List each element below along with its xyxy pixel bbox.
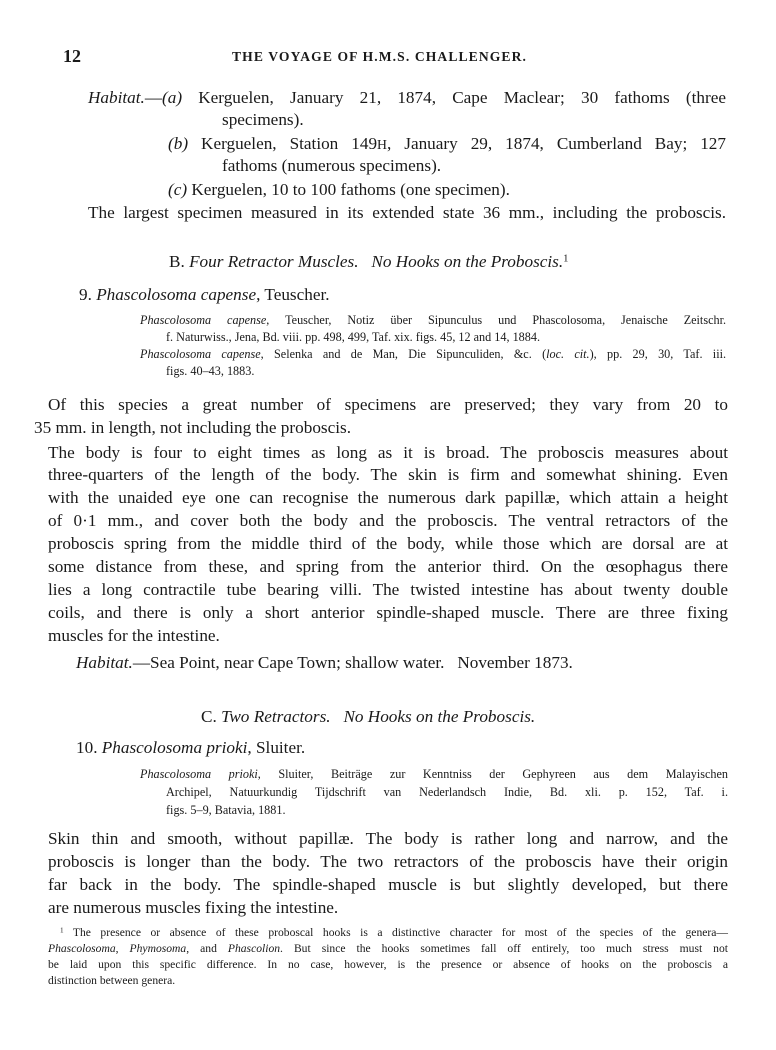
species-10-name: Phascolosoma prioki <box>101 738 248 757</box>
para-9-1-line: 35 mm. in length, not including the proboscis. <box>34 418 351 437</box>
ref-9-2-text-i: loc. cit. <box>546 347 590 361</box>
ref-9-2-line2: figs. 40–43, 1883. <box>166 364 255 378</box>
para-10-line: proboscis is longer than the body. The two retractors of the proboscis have their origin <box>48 852 728 871</box>
species-10-title <box>76 739 305 756</box>
para-9-2-line: of 0·1 mm., and cover both the body and the proboscis. The ventral retractors of the <box>48 511 728 530</box>
footnote-marker: 1 <box>60 926 64 935</box>
page-number: 12 <box>63 46 81 66</box>
footnote-text2: . But since the hooks sometimes fall off entirely, too much stress must not <box>280 942 728 955</box>
habitat-9-label: Habitat. <box>76 653 133 672</box>
species-9-title <box>79 286 330 303</box>
footnote-line3: be laid upon this specific difference. In no case, however, is the presence or absence of hooks on the proboscis a <box>48 958 728 971</box>
footnote-genus-2: Phymosoma <box>129 942 187 955</box>
ref-9-1-line1 <box>140 314 726 326</box>
para-10-line: far back in the body. The spindle-shaped muscle is but slightly developed, but there <box>48 875 728 894</box>
habitat-a-continuation: specimens). <box>222 110 304 129</box>
ref-10-name: Phascolosoma prioki <box>140 767 258 781</box>
footnote-sep-2: , and <box>186 942 228 955</box>
ref-9-2-text-b: ), pp. 29, 30, Taf. iii. <box>589 347 727 361</box>
species-9-name: Phascolosoma capense <box>96 285 257 304</box>
ref-9-1-text: , Teuscher, Notiz über Sipunculus und Phascolosoma, Jenaische Zeitschr. <box>266 313 726 327</box>
species-9-author: , Teuscher. <box>256 285 330 304</box>
running-title: THE VOYAGE OF H.M.S. CHALLENGER. <box>232 49 528 64</box>
para-9-2-line: some distance from these, and spring from the anterior third. On the œsophagus there <box>48 557 728 576</box>
habitat-b-line <box>168 135 726 152</box>
ref-9-1-line2: f. Naturwiss., Jena, Bd. viii. pp. 498, 499, Taf. xix. figs. 45, 12 and 14, 1884. <box>166 330 540 344</box>
habitat-b-text: Kerguelen, Station 149 <box>188 134 378 153</box>
footnote-sep-1: , <box>115 942 130 955</box>
item-mark-b: (b) <box>168 134 189 153</box>
section-b-letter: B. <box>169 252 185 271</box>
section-c-heading <box>201 708 535 725</box>
para-9-2-line: three-quarters of the length of the body. The skin is firm and somewhat shining. Even <box>48 465 728 484</box>
item-mark-c: (c) <box>168 180 188 199</box>
habitat-a-line: Habitat.—(a) Kerguelen, January 21, 1874, Cape Maclear; 30 fathoms (three <box>88 88 726 107</box>
footnote-genus-3: Phascolion <box>227 942 281 955</box>
footnote-text1: The presence or absence of these proboscal hooks is a distinctive character for most of the species of the genera— <box>63 926 728 939</box>
footnote-line4: distinction between genera. <box>48 974 176 987</box>
ref-9-2-text-a: , Selenka and de Man, Die Sipunculiden, &c. ( <box>260 347 547 361</box>
para-9-2-line: proboscis spring from the middle third of the body, while those which are dorsal are at <box>48 534 728 553</box>
habitat-b-continuation: fathoms (numerous specimens). <box>222 156 442 175</box>
habitat-9-line <box>76 654 573 671</box>
para-9-2-line: lies a long contractile tube bearing villi. The twisted intestine has about twenty double <box>48 580 728 599</box>
para-9-2-line: The body is four to eight times as long as it is broad. The proboscis measures about <box>48 443 728 462</box>
item-mark-a: (a) <box>162 88 183 107</box>
ref-9-2-line1 <box>140 348 726 360</box>
ref-10-line1 <box>140 768 728 780</box>
section-b-title: Four Retractor Muscles. No Hooks on the Proboscis. <box>189 252 564 271</box>
footnote-line1 <box>60 927 728 939</box>
species-9-number: 9. <box>79 285 92 304</box>
species-10-author: , Sluiter. <box>247 738 306 757</box>
section-c-letter: C. <box>201 707 217 726</box>
ref-10-line3: figs. 5–9, Batavia, 1881. <box>166 803 286 817</box>
ref-9-1-name: Phascolosoma capense <box>140 313 267 327</box>
footnote-genus-1: Phascolosoma <box>48 942 116 955</box>
habitat-c-text: Kerguelen, 10 to 100 fathoms (one specimen). <box>187 180 510 199</box>
ref-10-line2: Archipel, Natuurkundig Tijdschrift van Nederlandsch Indie, Bd. xli. p. 152, Taf. i. <box>166 785 728 799</box>
ref-10-text: , Sluiter, Beiträge zur Kenntniss der Gephyreen aus dem Malayischen <box>257 767 728 781</box>
station-suffix: H <box>377 137 387 152</box>
ref-9-2-name: Phascolosoma capense <box>140 347 261 361</box>
footnote-line2 <box>48 943 728 955</box>
section-b-heading <box>169 253 569 270</box>
para-10-line: Skin thin and smooth, without papillæ. The body is rather long and narrow, and the <box>48 829 728 848</box>
para-9-2-line: muscles for the intestine. <box>48 626 220 645</box>
largest-specimen-line: The largest specimen measured in its extended state 36 mm., including the proboscis. <box>88 203 726 222</box>
section-c-title: Two Retractors. No Hooks on the Proboscis. <box>221 707 536 726</box>
habitat-9-text: —Sea Point, near Cape Town; shallow water. November 1873. <box>132 653 573 672</box>
para-9-2-line: with the unaided eye one can recognise the numerous dark papillæ, which attain a height <box>48 488 728 507</box>
species-10-number: 10. <box>76 738 98 757</box>
habitat-c-line <box>168 181 510 198</box>
habitat-b-text2: , January 29, 1874, Cumberland Bay; 127 <box>386 134 726 153</box>
footnote-marker-ref: 1 <box>563 253 569 265</box>
para-10-line: are numerous muscles fixing the intestine. <box>48 898 339 917</box>
para-9-1-line: Of this species a great number of specimens are preserved; they vary from 20 to <box>48 395 728 414</box>
habitat-label: Habitat. <box>88 88 145 107</box>
para-9-2-line: coils, and there is only a short anterior spindle-shaped muscle. There are three fixing <box>48 603 728 622</box>
habitat-a-text: Kerguelen, January 21, 1874, Cape Maclear; 30 fathoms (three <box>182 88 726 107</box>
